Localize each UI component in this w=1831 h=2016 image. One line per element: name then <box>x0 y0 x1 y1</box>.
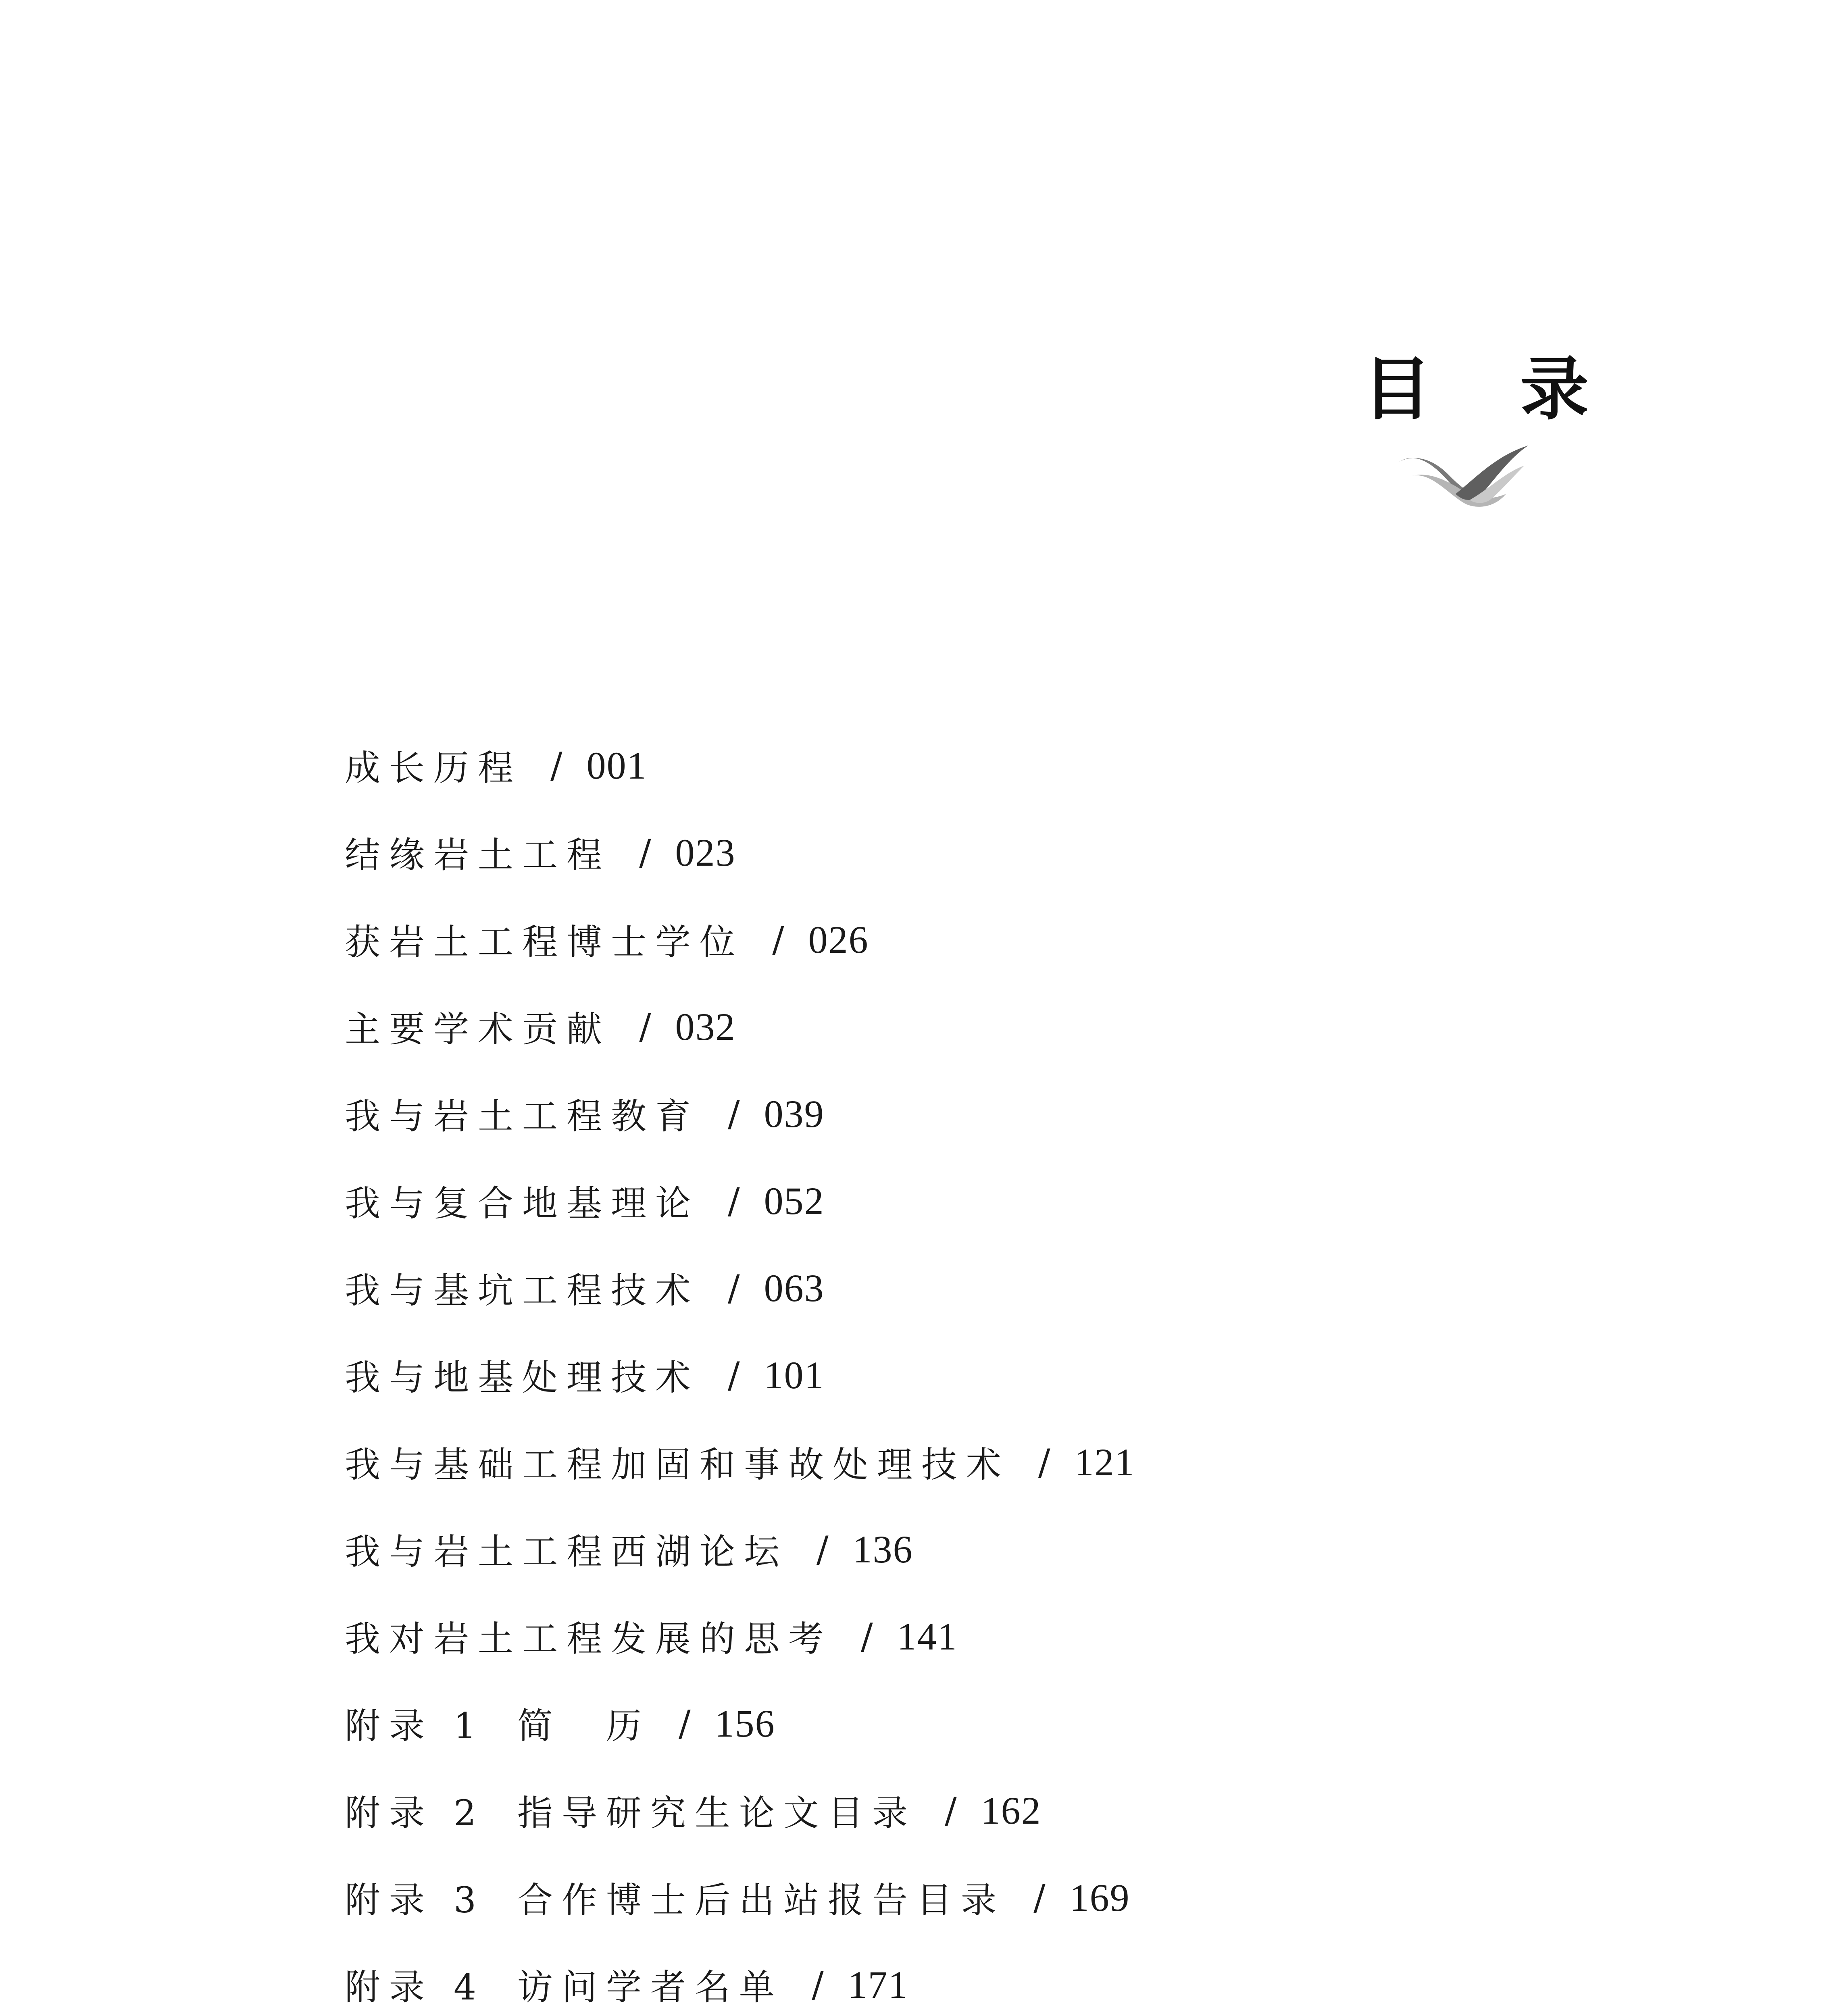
toc-entry-title: 简 历 <box>517 1705 650 1747</box>
toc-entry-page: 023 <box>675 831 736 874</box>
toc-entry-title: 我与基坑工程技术 <box>345 1270 700 1311</box>
page-title <box>1363 343 1589 429</box>
toc-entry[interactable] <box>345 1767 1635 1854</box>
toc-entry-separator: / <box>678 1702 691 1744</box>
toc-entry-title: 我与岩土工程西湖论坛 <box>345 1531 789 1572</box>
toc-entry-page: 136 <box>852 1527 913 1571</box>
toc-entry[interactable] <box>345 722 1635 809</box>
toc-entry[interactable] <box>345 983 1635 1070</box>
toc-entry-separator: / <box>728 1093 740 1135</box>
toc-entry-page: 171 <box>848 1963 908 2006</box>
toc-entry-title: 主要学术贡献 <box>345 1008 611 1050</box>
title-char-2: 录 <box>1520 348 1589 429</box>
toc-entry-page: 032 <box>675 1005 736 1048</box>
toc-entry-page: 121 <box>1074 1440 1135 1484</box>
toc-entry-prefix: 附录 4 <box>345 1966 485 2008</box>
toc-entry-separator: / <box>639 1006 651 1048</box>
toc-entry[interactable] <box>345 1244 1635 1331</box>
toc-entry-separator: / <box>944 1789 957 1831</box>
toc-entry[interactable] <box>345 1506 1635 1593</box>
toc-entry-prefix: 附录 2 <box>345 1792 485 1834</box>
toc-entry-separator: / <box>817 1528 829 1570</box>
wave-swash-ornament-icon <box>1395 433 1532 510</box>
toc-entry-page: 001 <box>586 744 647 787</box>
toc-entry-page: 063 <box>764 1266 825 1310</box>
toc-entry-title: 我与基础工程加固和事故处理技术 <box>345 1444 1010 1485</box>
toc-entry-separator: / <box>861 1615 873 1657</box>
table-of-contents <box>345 722 1635 2016</box>
toc-entry-page: 101 <box>764 1353 825 1397</box>
toc-entry[interactable] <box>345 896 1635 983</box>
toc-entry-separator: / <box>639 831 651 873</box>
toc-entry-page: 169 <box>1069 1876 1130 1919</box>
toc-entry-separator: / <box>1033 1876 1046 1918</box>
toc-entry-page: 162 <box>981 1789 1042 1832</box>
toc-entry-page: 156 <box>714 1702 775 1745</box>
toc-entry-title: 获岩土工程博士学位 <box>345 921 744 963</box>
toc-entry[interactable] <box>345 1331 1635 1418</box>
toc-entry-title: 我对岩土工程发展的思考 <box>345 1618 833 1660</box>
toc-entry[interactable] <box>345 1854 1635 1941</box>
toc-entry-separator: / <box>1038 1441 1050 1483</box>
toc-entry-prefix: 附录 1 <box>345 1705 485 1747</box>
toc-entry-separator: / <box>811 1964 824 2006</box>
toc-entry-prefix: 附录 3 <box>345 1879 485 1921</box>
toc-entry-title: 访问学者名单 <box>517 1966 783 2008</box>
toc-entry[interactable] <box>345 809 1635 896</box>
toc-entry-title: 我与复合地基理论 <box>345 1183 700 1224</box>
toc-entry-title: 成长历程 <box>345 747 523 789</box>
toc-entry-page: 026 <box>808 918 869 961</box>
toc-entry-page: 141 <box>897 1614 958 1658</box>
toc-entry-page: 039 <box>764 1092 825 1135</box>
toc-entry-separator: / <box>728 1267 740 1309</box>
toc-entry[interactable] <box>345 1157 1635 1244</box>
toc-entry-title: 指导研究生论文目录 <box>517 1792 917 1834</box>
toc-entry-separator: / <box>772 918 784 960</box>
toc-entry-separator: / <box>728 1180 740 1222</box>
toc-entry[interactable] <box>345 1070 1635 1157</box>
toc-entry-title: 合作博士后出站报告目录 <box>517 1879 1005 1921</box>
toc-entry[interactable] <box>345 1680 1635 1767</box>
toc-entry-title: 结缘岩土工程 <box>345 834 611 876</box>
toc-entry-title: 我与岩土工程教育 <box>345 1095 700 1137</box>
toc-entry-separator: / <box>550 744 562 786</box>
toc-entry[interactable] <box>345 1418 1635 1506</box>
toc-entry-page: 052 <box>764 1179 825 1223</box>
toc-entry-title: 我与地基处理技术 <box>345 1357 700 1398</box>
toc-entry[interactable] <box>345 1941 1635 2016</box>
toc-entry-separator: / <box>728 1354 740 1396</box>
toc-entry[interactable] <box>345 1593 1635 1680</box>
title-char-1: 目 <box>1363 348 1432 429</box>
